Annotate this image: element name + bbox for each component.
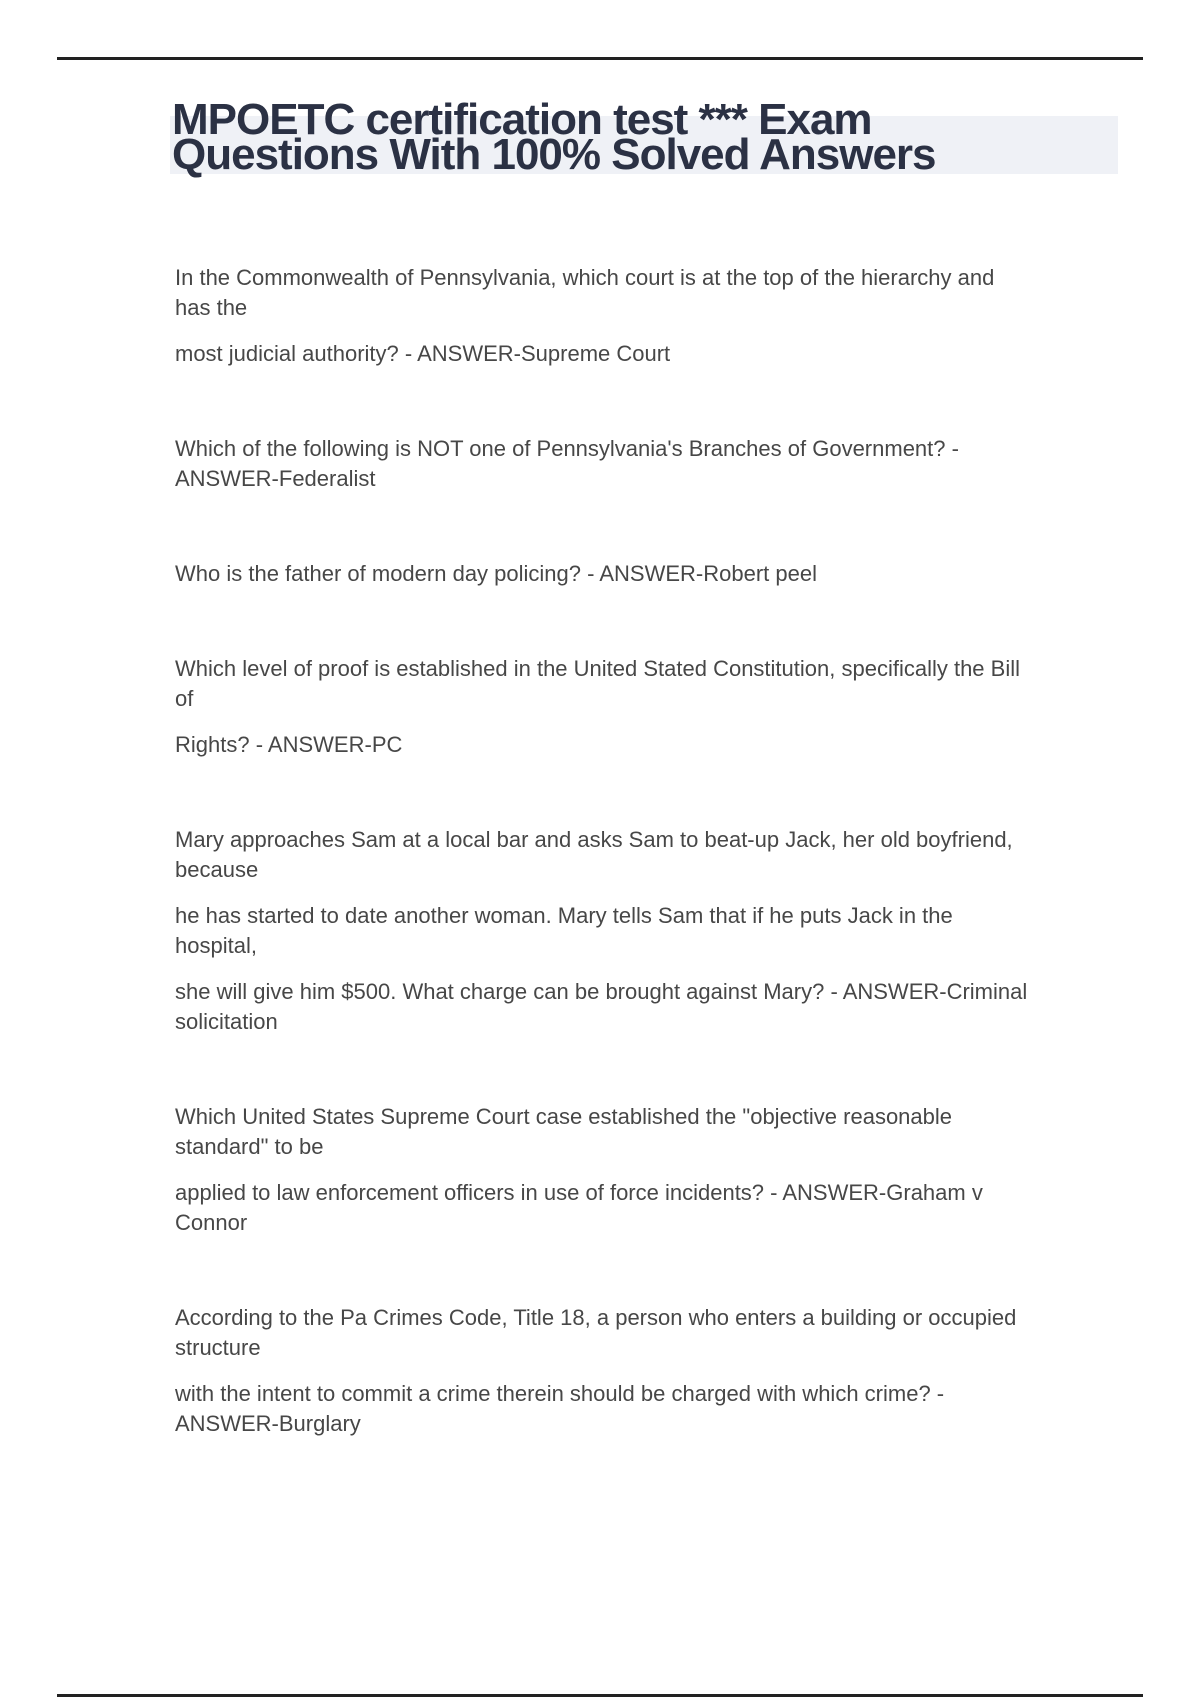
- qa-paragraph: [175, 559, 1075, 589]
- text-line: According to the Pa Crimes Code, Title 18, a person who enters a building or occupied: [175, 1305, 1017, 1330]
- document-title-block: [172, 95, 1152, 179]
- top-horizontal-rule: [57, 57, 1143, 60]
- text-line: Which United States Supreme Court case established the "objective reasonable: [175, 1104, 953, 1129]
- text-line: Which level of proof is established in the United Stated Constitution, specifically the Bill: [175, 656, 1020, 681]
- qa-paragraph: [175, 263, 1075, 323]
- text-line: standard" to be: [175, 1134, 324, 1159]
- text-line: In the Commonwealth of Pennsylvania, which court is at the top of the hierarchy and: [175, 265, 995, 290]
- text-line: with the intent to commit a crime therein should be charged with which crime? -: [175, 1381, 945, 1406]
- qa-block: [175, 1303, 1075, 1439]
- page-title: [172, 95, 1152, 179]
- qa-paragraph: [175, 977, 1075, 1037]
- qa-paragraph: [175, 339, 1075, 369]
- qa-paragraph: [175, 434, 1075, 494]
- qa-list: [175, 263, 1075, 1504]
- text-line: applied to law enforcement officers in use of force incidents? - ANSWER-Graham v: [175, 1180, 983, 1205]
- text-line: ANSWER-Federalist: [175, 466, 376, 491]
- qa-paragraph: [175, 1379, 1075, 1439]
- text-line: solicitation: [175, 1009, 278, 1034]
- qa-paragraph: [175, 901, 1075, 961]
- qa-block: [175, 434, 1075, 494]
- qa-block: [175, 825, 1075, 1037]
- text-line: of: [175, 686, 194, 711]
- page-title-line-1: MPOETC certification test *** Exam: [172, 95, 872, 144]
- text-line: Connor: [175, 1210, 248, 1235]
- qa-block: [175, 1102, 1075, 1238]
- qa-block: [175, 559, 1075, 589]
- qa-paragraph: [175, 1102, 1075, 1162]
- text-line: has the: [175, 295, 248, 320]
- qa-paragraph: [175, 825, 1075, 885]
- qa-block: [175, 263, 1075, 369]
- qa-block: [175, 654, 1075, 760]
- qa-paragraph: [175, 730, 1075, 760]
- bottom-horizontal-rule: [57, 1694, 1143, 1697]
- text-line: Which of the following is NOT one of Pennsylvania's Branches of Government? -: [175, 436, 959, 461]
- text-line: because: [175, 857, 259, 882]
- text-line: structure: [175, 1335, 261, 1360]
- text-line: Rights? - ANSWER-PC: [175, 732, 403, 757]
- text-line: hospital,: [175, 933, 257, 958]
- text-line: Mary approaches Sam at a local bar and asks Sam to beat-up Jack, her old boyfriend,: [175, 827, 1013, 852]
- text-line: ANSWER-Burglary: [175, 1411, 361, 1436]
- text-line: most judicial authority? - ANSWER-Supreme Court: [175, 341, 671, 366]
- qa-paragraph: [175, 1303, 1075, 1363]
- qa-paragraph: [175, 1178, 1075, 1238]
- text-line: she will give him $500. What charge can be brought against Mary? - ANSWER-Criminal: [175, 979, 1028, 1004]
- page-title-line-2: Questions With 100% Solved Answers: [172, 130, 936, 179]
- text-line: he has started to date another woman. Mary tells Sam that if he puts Jack in the: [175, 903, 953, 928]
- text-line: Who is the father of modern day policing? - ANSWER-Robert peel: [175, 561, 817, 586]
- qa-paragraph: [175, 654, 1075, 714]
